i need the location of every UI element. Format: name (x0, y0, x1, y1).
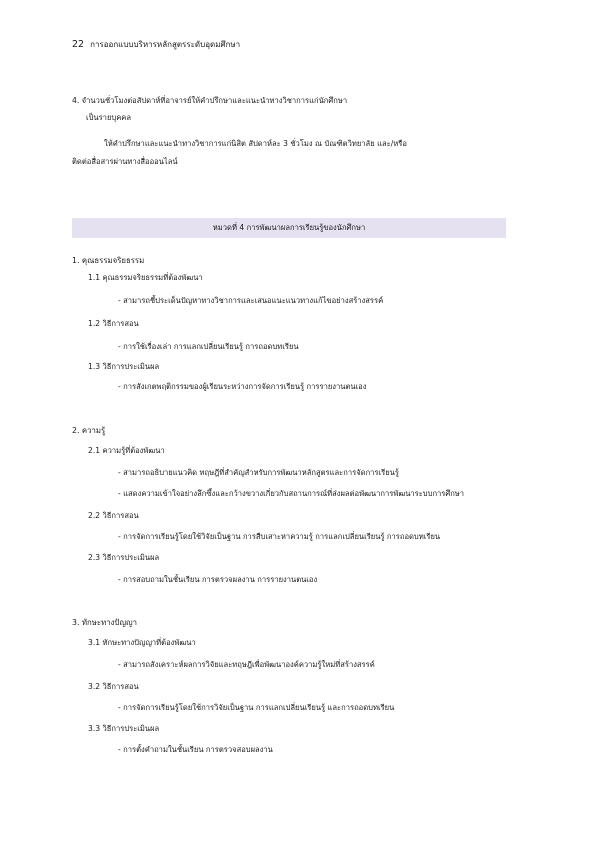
subsection-title: 1.1 คุณธรรมจริยธรรมที่ต้องพัฒนา (88, 273, 203, 282)
subsection-title: 2.3 วิธีการประเมินผล (88, 553, 160, 562)
running-header (72, 40, 240, 50)
header-title: การออกแบบบริหารหลักสูตรระดับอุดมศึกษา (90, 40, 241, 49)
bullet-item: - สามารถอธิบายแนวคิด ทฤษฎีที่สำคัญสำหรับการพัฒนาหลักสูตรและการจัดการเรียนรู้ (118, 468, 399, 477)
bullet-item: - การสังเกตพฤติกรรมของผู้เรียนระหว่างการจัดการเรียนรู้ การรายงานตนเอง (118, 382, 367, 391)
bullet-item: - แสดงความเข้าใจอย่างลึกซึ้งและกว้างขวางเกี่ยวกับสถานการณ์ที่ส่งผลต่อพัฒนาการพัฒนาระบบการศึกษา (118, 489, 465, 498)
bullet-item: - การสอบถามในชั้นเรียน การตรวจผลงาน การรายงานตนเอง (118, 575, 318, 584)
domain-title: 2. ความรู้ (72, 426, 106, 435)
subsection-title: 3.3 วิธีการประเมินผล (88, 724, 160, 733)
item4-title: 4. จำนวนชั่วโมงต่อสัปดาห์ที่อาจารย์ให้คำปรึกษาและแนะนำทางวิชาการแก่นักศึกษา (72, 96, 348, 105)
page-number: 22 (72, 39, 85, 50)
subsection-title: 3.1 ทักษะทางปัญญาที่ต้องพัฒนา (88, 638, 196, 647)
bullet-item: - การใช้เรื่องเล่า การแลกเปลี่ยนเรียนรู้ การถอดบทเรียน (118, 342, 299, 351)
advising-paragraph-line2: ติดต่อสื่อสารผ่านทางสื่อออนไลน์ (72, 157, 178, 166)
domain-title: 3. ทักษะทางปัญญา (72, 618, 138, 627)
bullet-item: - การตั้งคำถามในชั้นเรียน การตรวจสอบผลงาน (118, 745, 273, 754)
section-banner (72, 218, 506, 238)
subsection-title: 1.2 วิธีการสอน (88, 319, 139, 328)
subsection-title: 3.2 วิธีการสอน (88, 682, 139, 691)
bullet-item: - สามารถสังเคราะห์ผลการวิจัยและทฤษฎีเพื่อพัฒนาองค์ความรู้ใหม่ที่สร้างสรรค์ (118, 660, 375, 669)
bullet-item: - การจัดการเรียนรู้โดยใช้การวิจัยเป็นฐาน การแลกเปลี่ยนเรียนรู้ และการถอดบทเรียน (118, 703, 395, 712)
advising-paragraph-line1: ให้คำปรึกษาและแนะนำทางวิชาการแก่นิสิต สัปดาห์ละ 3 ชั่วโมง ณ บัณฑิตวิทยาลัย และ/หรือ (104, 139, 407, 148)
bullet-item: - การจัดการเรียนรู้โดยใช้วิจัยเป็นฐาน การสืบเสาะหาความรู้ การแลกเปลี่ยนเรียนรู้ การถอดบทเรียน (118, 532, 441, 541)
bullet-item: - สามารถชี้ประเด็นปัญหาทางวิชาการและเสนอแนะแนวทางแก้ไขอย่างสร้างสรรค์ (118, 296, 384, 305)
item4-sub: เป็นรายบุคคล (86, 113, 132, 122)
subsection-title: 2.2 วิธีการสอน (88, 511, 139, 520)
domain-title: 1. คุณธรรมจริยธรรม (72, 256, 145, 265)
section-title: หมวดที่ 4 การพัฒนาผลการเรียนรู้ของนักศึกษา (212, 223, 366, 232)
subsection-title: 1.3 วิธีการประเมินผล (88, 362, 160, 371)
subsection-title: 2.1 ความรู้ที่ต้องพัฒนา (88, 446, 165, 455)
